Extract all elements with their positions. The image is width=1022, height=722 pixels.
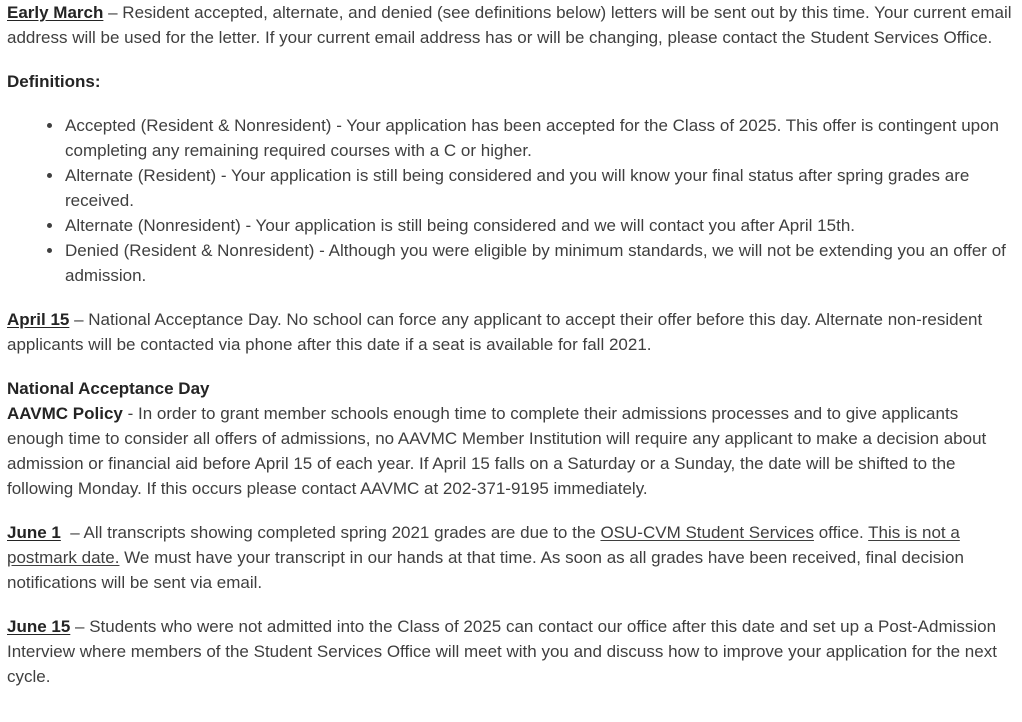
june-1-body-1: – All transcripts showing completed spring 2021 grades are due to the <box>60 523 601 542</box>
early-march-heading: Early March <box>7 3 104 22</box>
june-1-body-3: We must have your transcript in our hands at that time. As soon as all grades have been received, final decision notifications will be sent via email. <box>7 548 964 592</box>
list-item-alternate-nonresident: • Alternate (Nonresident) - Your application is still being considered and we will contact you after April 15th. <box>64 213 1014 238</box>
april-15-heading: April 15 <box>7 310 70 329</box>
aavmc-policy-heading: AAVMC Policy <box>7 404 123 423</box>
content-area <box>7 0 1014 689</box>
aavmc-policy-body: - In order to grant member schools enough time to complete their admissions processes and to give applicants enough time to consider all offers of admissions, no AAVMC Member Institution will require any applicant to make a decision about admission or financial aid before April 15 of each year. If April 15 falls on a Saturday or a Sunday, the date will be shifted to the following Monday. If this occurs please contact AAVMC at 202-371-9195 immediately. <box>7 404 987 498</box>
postmark-date-emphasis: This is not a postmark date. <box>7 523 960 567</box>
definitions-heading: Definitions: <box>7 72 101 91</box>
paragraph-june-15 <box>7 614 1014 689</box>
paragraph-june-1 <box>7 520 1014 595</box>
april-15-body: – National Acceptance Day. No school can force any applicant to accept their offer before this day. Alternate non-resident applicants will be contacted via phone after this date if a seat is available for fall 2021. <box>7 310 983 354</box>
national-acceptance-day-heading: National Acceptance Day <box>7 379 210 398</box>
early-march-body: – Resident accepted, alternate, and denied (see definitions below) letters will be sent out by this time. Your current email address will be used for the letter. If your current email address has or will be changing, please contact the Student Services Office. <box>7 3 1012 47</box>
osu-cvm-student-services-link[interactable]: OSU-CVM Student Services <box>600 523 814 542</box>
list-item-accepted: • Accepted (Resident & Nonresident) - Your application has been accepted for the Class of 2025. This offer is contingent upon completing any remaining required courses with a C or higher. <box>64 113 1014 163</box>
list-item-alternate-resident: • Alternate (Resident) - Your application is still being considered and you will know your final status after spring grades are received. <box>64 163 1014 213</box>
paragraph-april-15 <box>7 307 1014 357</box>
paragraph-early-march <box>7 0 1014 50</box>
paragraph-national-acceptance-day <box>7 376 1014 501</box>
june-1-heading: June 1 <box>7 523 61 542</box>
june-1-body-2: office. <box>813 523 869 542</box>
june-15-body: – Students who were not admitted into the Class of 2025 can contact our office after this date and set up a Post-Admission Interview where members of the Student Services Office will meet with you and discuss how to improve your application for the next cycle. <box>7 617 997 686</box>
definitions-list <box>7 113 1014 288</box>
june-15-heading: June 15 <box>7 617 71 636</box>
list-item-denied: • Denied (Resident & Nonresident) - Although you were eligible by minimum standards, we will not be extending you an offer of admission. <box>64 238 1014 288</box>
